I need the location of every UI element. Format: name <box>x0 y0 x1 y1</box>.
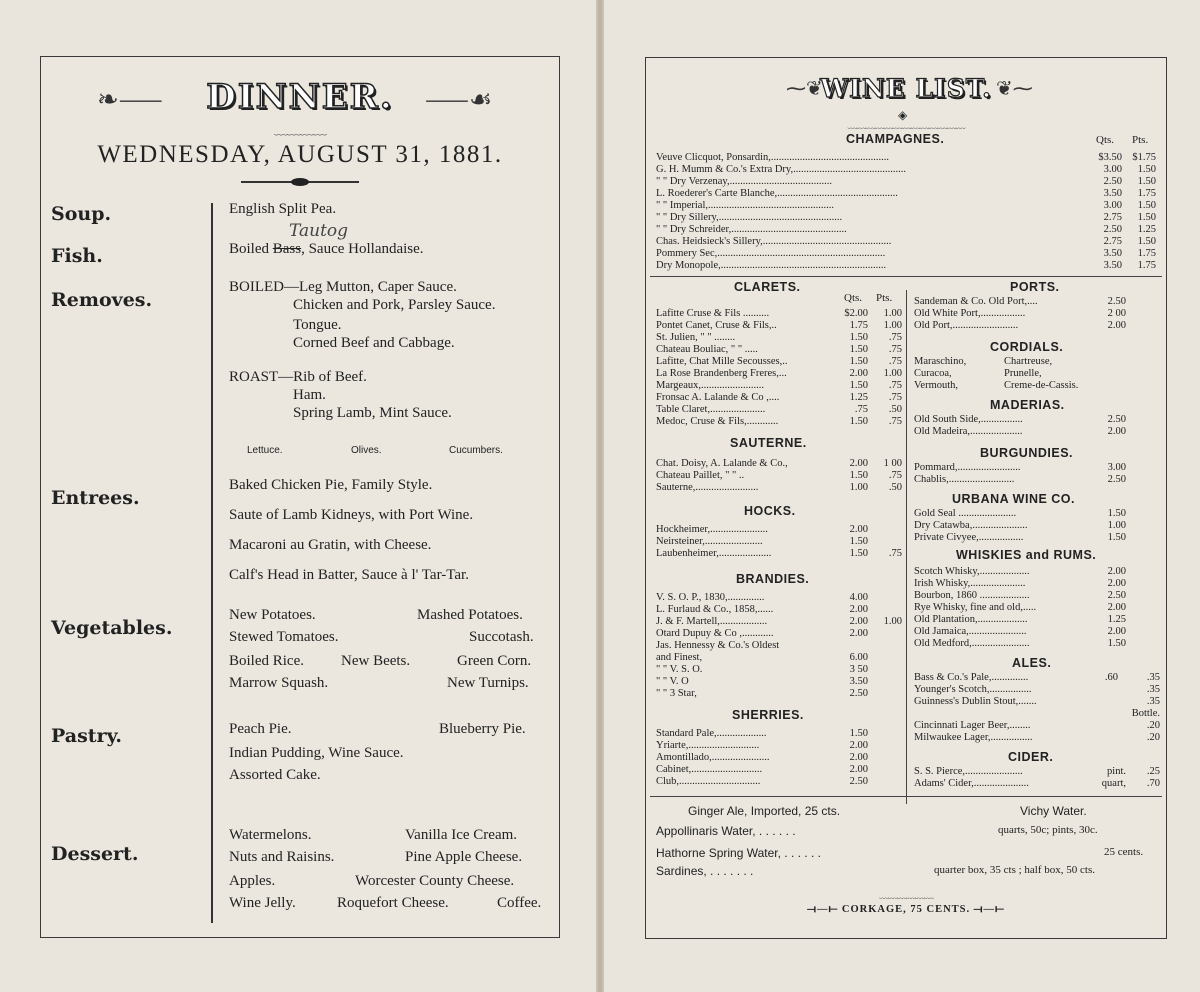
item-price: 2.00 <box>849 604 868 615</box>
flourish-right-icon: ⸺☙ <box>425 85 493 114</box>
removes-roast-line: Ham. <box>293 387 326 403</box>
sardines-price: quarter box, 35 cts ; half box, 50 cts. <box>934 864 1095 876</box>
wavy-divider: ﹏﹏﹏﹏﹏﹏ <box>879 890 933 901</box>
item-price: 2.50 <box>1107 414 1126 425</box>
cordial-item: Maraschino, <box>914 356 967 367</box>
item-name: Margeaux,........................ <box>656 380 764 391</box>
appollinaris-line: Appollinaris Water, . . . . . . <box>656 824 796 838</box>
item-name: Old Madeira,.................... <box>914 426 1023 437</box>
fish-item-struck: Bass <box>272 241 302 257</box>
item-name: Yriarte,........................... <box>656 740 760 751</box>
wine-list-title: WINE LIST. <box>820 74 992 103</box>
cordial-item: Vermouth, <box>914 380 959 391</box>
item-name: Amontillado,...................... <box>656 752 770 763</box>
item-name: " " V. S. O. <box>656 664 703 675</box>
item-price: 1.50 <box>1137 164 1156 175</box>
item-price: 2.00 <box>1107 426 1126 437</box>
item-price: $2.00 <box>844 308 868 319</box>
section-rule <box>650 276 1162 277</box>
corkage-text: CORKAGE, 75 CENTS. <box>841 904 971 915</box>
item-price: 2.75 <box>1103 236 1122 247</box>
column-divider-line <box>906 290 907 804</box>
item-name: Irish Whisky,..................... <box>914 578 1026 589</box>
item-name: Bourbon, 1860 ................... <box>914 590 1030 601</box>
item-price: 3.50 <box>1103 248 1122 259</box>
item-price: 3.00 <box>1103 200 1122 211</box>
item-price: 1.50 <box>849 470 868 481</box>
item-name: Chablis,......................... <box>914 474 1015 485</box>
category-dessert: Dessert. <box>51 843 139 865</box>
fish-item-pre: Boiled <box>229 241 273 257</box>
item-name: G. H. Mumm & Co.'s Extra Dry,........................................... <box>656 164 906 175</box>
vegetable-item: Green Corn. <box>457 653 532 669</box>
book-gutter <box>596 0 604 992</box>
pastry-item: Blueberry Pie. <box>439 721 526 737</box>
item-name: Hockheimer,...................... <box>656 524 768 535</box>
item-price: 1.75 <box>1137 188 1156 199</box>
item-price: 2.00 <box>849 764 868 775</box>
column-header-qts: Qts. <box>844 292 863 304</box>
item-name: " " Dry Schreider,............................................ <box>656 224 847 235</box>
item-price: $1.75 <box>1132 152 1156 163</box>
category-entrees: Entrees. <box>51 487 140 509</box>
item-name: Laubenheimer,.................... <box>656 548 772 559</box>
item-price: 3 50 <box>849 664 868 675</box>
item-name: Medoc, Cruse & Fils,............ <box>656 416 779 427</box>
wavy-divider: ﹏﹏﹏﹏﹏﹏﹏﹏﹏﹏﹏﹏﹏ <box>847 120 965 131</box>
dessert-item: Watermelons. <box>229 827 312 843</box>
sauterne-list <box>656 458 906 496</box>
item-name: " " 3 Star, <box>656 688 697 699</box>
item-price: 1.00 <box>883 320 902 331</box>
item-name: Bass & Co.'s Pale,.............. <box>914 672 1029 683</box>
champagne-list <box>656 152 1160 274</box>
cordial-item: Chartreuse, <box>1004 356 1053 367</box>
item-name: Otard Dupuy & Co ,............ <box>656 628 774 639</box>
item-price: 1.50 <box>849 344 868 355</box>
item-price: 1.00 <box>883 308 902 319</box>
removes-boiled-line: Corned Beef and Cabbage. <box>293 335 455 351</box>
item-price: 2.00 <box>1107 320 1126 331</box>
item-price: 2.00 <box>849 524 868 535</box>
wavy-divider: ﹏﹏﹏﹏ <box>274 123 326 138</box>
item-price: 2.00 <box>1107 566 1126 577</box>
fish-item <box>229 241 424 258</box>
soup-item: English Split Pea. <box>229 201 337 217</box>
dessert-item: Coffee. <box>497 895 542 911</box>
section-heading-ports: PORTS. <box>1010 280 1060 294</box>
entree-item: Saute of Lamb Kidneys, with Port Wine. <box>229 507 474 523</box>
item-price: .70 <box>1146 778 1160 789</box>
item-price: .20 <box>1146 732 1160 743</box>
dessert-item: Nuts and Raisins. <box>229 849 335 865</box>
burgundy-list <box>914 462 1164 488</box>
section-heading-brandies: BRANDIES. <box>736 572 810 586</box>
column-header-pts: Pts. <box>1132 134 1149 146</box>
item-price: 2.00 <box>849 628 868 639</box>
item-name: Fronsac A. Lalande & Co ,.... <box>656 392 780 403</box>
cordial-list <box>914 356 1164 394</box>
item-name: Pommard,........................ <box>914 462 1021 473</box>
vichy-water-line: Vichy Water. <box>1020 804 1087 818</box>
vegetable-item: Succotash. <box>469 629 534 645</box>
item-name: Dry Catawba,..................... <box>914 520 1028 531</box>
column-header-pts: Pts. <box>876 292 893 304</box>
item-price: .75 <box>888 548 902 559</box>
section-heading-hocks: HOCKS. <box>744 504 796 518</box>
date-divider <box>241 181 359 183</box>
section-heading-clarets: CLARETS. <box>734 280 801 294</box>
item-price: 1.50 <box>849 380 868 391</box>
whisky-list <box>914 566 1164 652</box>
item-name: L. Furlaud & Co., 1858,...... <box>656 604 774 615</box>
item-price: 2.00 <box>849 740 868 751</box>
item-name: Dry Monopole,............................................................... <box>656 260 887 271</box>
item-price: 4.00 <box>849 592 868 603</box>
cider-list <box>914 766 1164 792</box>
item-price: .75 <box>854 404 868 415</box>
item-price: .35 <box>1146 672 1160 683</box>
item-price: 1.50 <box>1137 200 1156 211</box>
section-heading-burgundies: BURGUNDIES. <box>980 446 1074 460</box>
flourish-left-icon: ⁓❦ <box>786 78 823 100</box>
item-price: 1.75 <box>849 320 868 331</box>
item-price: 1.25 <box>1107 614 1126 625</box>
item-price: 1.00 <box>849 482 868 493</box>
item-name: Table Claret,..................... <box>656 404 766 415</box>
item-price: 6.00 <box>849 652 868 663</box>
item-price: 2.00 <box>1107 626 1126 637</box>
item-price: 1.50 <box>849 356 868 367</box>
relish-item: Olives. <box>351 445 382 456</box>
ale-list <box>914 672 1164 746</box>
item-price: 1.50 <box>1137 236 1156 247</box>
item-price: 1.50 <box>1137 212 1156 223</box>
item-price: 2.50 <box>849 776 868 787</box>
entree-item: Macaroni au Gratin, with Cheese. <box>229 537 432 553</box>
item-price: 3.50 <box>1103 260 1122 271</box>
item-price: 3.00 <box>1103 164 1122 175</box>
brandy-list <box>656 592 906 702</box>
item-price: 1.00 <box>883 368 902 379</box>
item-name: Club,............................... <box>656 776 761 787</box>
item-price: 1.50 <box>1107 508 1126 519</box>
corkage-rule-left-icon: ⟞—⟝ <box>807 904 842 915</box>
cordial-item: Creme-de-Cassis. <box>1004 380 1079 391</box>
item-name: Adams' Cider,..................... <box>914 778 1029 789</box>
entree-item: Calf's Head in Batter, Sauce à l' Tar-Tar. <box>229 567 469 583</box>
item-price: 2.50 <box>1107 590 1126 601</box>
item-price: 2.00 <box>849 616 868 627</box>
removes-boiled-line: Chicken and Pork, Parsley Sauce. <box>293 297 496 313</box>
vegetable-item: Marrow Squash. <box>229 675 329 691</box>
vegetable-item: Stewed Tomatoes. <box>229 629 339 645</box>
item-name: Old Medford,...................... <box>914 638 1030 649</box>
item-price: 1.25 <box>1137 224 1156 235</box>
item-name: and Finest, <box>656 652 703 663</box>
flourish-right-icon: ❦⁓ <box>996 78 1033 100</box>
category-vegetables: Vegetables. <box>51 617 173 639</box>
ginger-ale-line: Ginger Ale, Imported, 25 cts. <box>688 804 841 818</box>
hathorne-line: Hathorne Spring Water, . . . . . . <box>656 846 821 860</box>
item-name: Old South Side,................ <box>914 414 1023 425</box>
removes-roast-line: ROAST—Rib of Beef. <box>229 369 367 385</box>
section-heading-sauterne: SAUTERNE. <box>730 436 807 450</box>
section-rule <box>650 796 1162 797</box>
pastry-item: Peach Pie. <box>229 721 292 737</box>
item-price: quart, <box>1101 778 1126 789</box>
fish-item-post: , Sauce Hollandaise. <box>301 241 424 257</box>
relish-item: Cucumbers. <box>449 445 503 456</box>
item-name: Guinness's Dublin Stout,....... <box>914 696 1037 707</box>
hathorne-price: 25 cents. <box>1104 846 1144 858</box>
port-list <box>914 296 1164 334</box>
pastry-item: Indian Pudding, Wine Sauce. <box>229 745 404 761</box>
item-price: .25 <box>1146 766 1160 777</box>
item-name: La Rose Brandenberg Freres,... <box>656 368 787 379</box>
item-name: Scotch Whisky,................... <box>914 566 1030 577</box>
item-price: 2.50 <box>1103 224 1122 235</box>
item-price: 1 00 <box>883 458 902 469</box>
item-name: Old Port,......................... <box>914 320 1019 331</box>
item-price: $3.50 <box>1098 152 1122 163</box>
item-price: 2.00 <box>1107 602 1126 613</box>
item-name: St. Julien, " " ........ <box>656 332 736 343</box>
madeira-list <box>914 414 1164 440</box>
item-name: Sandeman & Co. Old Port,.... <box>914 296 1038 307</box>
hock-list <box>656 524 906 562</box>
pastry-item: Assorted Cake. <box>229 767 321 783</box>
corkage-rule-right-icon: ⟞—⟝ <box>970 904 1005 915</box>
item-price: 1.00 <box>1107 520 1126 531</box>
cordial-item: Curacoa, <box>914 368 952 379</box>
cordial-item: Prunelle, <box>1004 368 1042 379</box>
dessert-item: Vanilla Ice Cream. <box>405 827 518 843</box>
item-price: 3.50 <box>1103 188 1122 199</box>
item-price: 2.50 <box>1107 474 1126 485</box>
item-price: .75 <box>888 356 902 367</box>
section-heading-champagnes: CHAMPAGNES. <box>846 132 945 146</box>
category-removes: Removes. <box>51 289 153 311</box>
category-soup: Soup. <box>51 203 112 225</box>
item-name: Old Jamaica,...................... <box>914 626 1027 637</box>
item-name: L. Roederer's Carte Blanche,.............................................. <box>656 188 898 199</box>
menu-date: WEDNESDAY, AUGUST 31, 1881. <box>97 141 503 168</box>
item-price: 1.50 <box>849 332 868 343</box>
dinner-menu-frame <box>40 56 560 938</box>
section-heading-maderias: MADERIAS. <box>990 398 1065 412</box>
item-name: Pommery Sec,................................................................ <box>656 248 886 259</box>
item-name: J. & F. Martell,.................. <box>656 616 768 627</box>
corkage-line <box>646 904 1166 916</box>
removes-boiled-line: Tongue. <box>293 317 342 333</box>
item-name: Private Civyee,................. <box>914 532 1024 543</box>
item-name: Cabinet,........................... <box>656 764 763 775</box>
item-price: pint. <box>1107 766 1126 777</box>
item-price: 3.50 <box>849 676 868 687</box>
item-name: Younger's Scotch,................ <box>914 684 1032 695</box>
item-price: 2 00 <box>1107 308 1126 319</box>
relish-item: Lettuce. <box>247 445 283 456</box>
item-price: .35 <box>1146 684 1160 695</box>
category-pastry: Pastry. <box>51 725 123 747</box>
item-price: 1.75 <box>1137 248 1156 259</box>
dessert-item: Pine Apple Cheese. <box>405 849 523 865</box>
vegetable-item: Boiled Rice. <box>229 653 304 669</box>
item-name: " " Imperial,................................................ <box>656 200 835 211</box>
handwritten-correction: Tautog <box>289 221 349 241</box>
item-price: .75 <box>888 344 902 355</box>
section-heading-sherries: SHERRIES. <box>732 708 804 722</box>
item-name: Rye Whisky, fine and old,..... <box>914 602 1037 613</box>
section-heading-ales: ALES. <box>1012 656 1052 670</box>
item-name: Chateau Bouliac, " " ..... <box>656 344 758 355</box>
item-name: Old Plantation,................... <box>914 614 1028 625</box>
item-price: .75 <box>888 392 902 403</box>
dessert-item: Roquefort Cheese. <box>337 895 449 911</box>
item-price: 1.50 <box>1107 638 1126 649</box>
urbana-list <box>914 508 1164 546</box>
item-name: Gold Seal ...................... <box>914 508 1017 519</box>
item-name: Lafitte Cruse & Fils .......... <box>656 308 770 319</box>
wine-list-frame <box>645 57 1167 939</box>
item-price: 2.50 <box>849 688 868 699</box>
item-name: Neirsteiner,...................... <box>656 536 763 547</box>
appollinaris-price: quarts, 50c; pints, 30c. <box>998 824 1098 836</box>
item-price: 2.00 <box>849 752 868 763</box>
item-price: Bottle. <box>1131 708 1160 719</box>
item-price: 1.50 <box>849 728 868 739</box>
vegetable-item: Mashed Potatoes. <box>417 607 523 623</box>
item-price: 1.50 <box>849 536 868 547</box>
category-fish: Fish. <box>51 245 103 267</box>
removes-boiled-line: BOILED—Leg Mutton, Caper Sauce. <box>229 279 457 295</box>
item-price: .75 <box>888 380 902 391</box>
vegetable-item: New Potatoes. <box>229 607 316 623</box>
item-name: Jas. Hennessy & Co.'s Oldest <box>656 640 780 651</box>
item-price: .35 <box>1146 696 1160 707</box>
item-price: 3.00 <box>1107 462 1126 473</box>
item-price: 2.50 <box>1107 296 1126 307</box>
section-heading-whiskies: WHISKIES and RUMS. <box>956 548 1097 562</box>
item-name: Veuve Clicquot, Ponsardin,............................................. <box>656 152 890 163</box>
item-price: 1.25 <box>849 392 868 403</box>
item-price: 2.00 <box>1107 578 1126 589</box>
item-price: 2.00 <box>849 368 868 379</box>
item-name: Standard Pale,................... <box>656 728 767 739</box>
item-price: 1.50 <box>849 416 868 427</box>
item-name: " " Dry Sillery,............................................... <box>656 212 843 223</box>
item-price: 1.50 <box>1107 532 1126 543</box>
item-price: 2.75 <box>1103 212 1122 223</box>
removes-roast-line: Spring Lamb, Mint Sauce. <box>293 405 452 421</box>
item-name: Chas. Heidsieck's Sillery,................................................. <box>656 236 892 247</box>
item-name: Milwaukee Lager,................ <box>914 732 1033 743</box>
item-name: " " Dry Verzenay,....................................... <box>656 176 832 187</box>
item-price: .20 <box>1146 720 1160 731</box>
item-price: 1.75 <box>1137 260 1156 271</box>
item-name: Lafitte, Chat Mille Secousses,.. <box>656 356 788 367</box>
item-name: Old White Port,................. <box>914 308 1026 319</box>
item-price: 1.50 <box>849 548 868 559</box>
item-name: Chateau Paillet, " " .. <box>656 470 745 481</box>
item-price: 1.00 <box>883 616 902 627</box>
item-name: V. S. O. P., 1830,.............. <box>656 592 765 603</box>
category-divider-line <box>211 203 213 923</box>
dessert-item: Apples. <box>229 873 276 889</box>
item-price: .75 <box>888 416 902 427</box>
section-heading-cider: CIDER. <box>1008 750 1054 764</box>
item-price: 1.50 <box>1137 176 1156 187</box>
vegetable-item: New Beets. <box>341 653 411 669</box>
vegetable-item: New Turnips. <box>447 675 529 691</box>
sardines-line: Sardines, . . . . . . . <box>656 864 754 878</box>
item-price: .50 <box>888 404 902 415</box>
item-price: .60 <box>1104 672 1118 683</box>
claret-list <box>656 308 906 430</box>
sherry-list <box>656 728 906 790</box>
item-name: Sauterne,........................ <box>656 482 759 493</box>
flourish-left-icon: ❧⸺ <box>97 85 163 114</box>
item-name: Chat. Doisy, A. Lalande & Co., <box>656 458 788 469</box>
item-price: 2.50 <box>1103 176 1122 187</box>
item-price: .75 <box>888 470 902 481</box>
dessert-item: Wine Jelly. <box>229 895 296 911</box>
item-name: S. S. Pierce,...................... <box>914 766 1023 777</box>
item-price: .75 <box>888 332 902 343</box>
column-header-qts: Qts. <box>1096 134 1115 146</box>
section-heading-urbana: URBANA WINE CO. <box>952 492 1076 506</box>
dinner-title: DINNER. <box>206 77 394 117</box>
item-price: .50 <box>888 482 902 493</box>
item-name: " " V. O <box>656 676 689 687</box>
section-heading-cordials: CORDIALS. <box>990 340 1064 354</box>
dessert-item: Worcester County Cheese. <box>355 873 515 889</box>
diamond-ornament-icon: ◈ <box>898 108 908 122</box>
entree-item: Baked Chicken Pie, Family Style. <box>229 477 433 493</box>
item-name: Cincinnati Lager Beer,........ <box>914 720 1031 731</box>
item-name: Pontet Canet, Cruse & Fils,.. <box>656 320 777 331</box>
item-price: 2.00 <box>849 458 868 469</box>
